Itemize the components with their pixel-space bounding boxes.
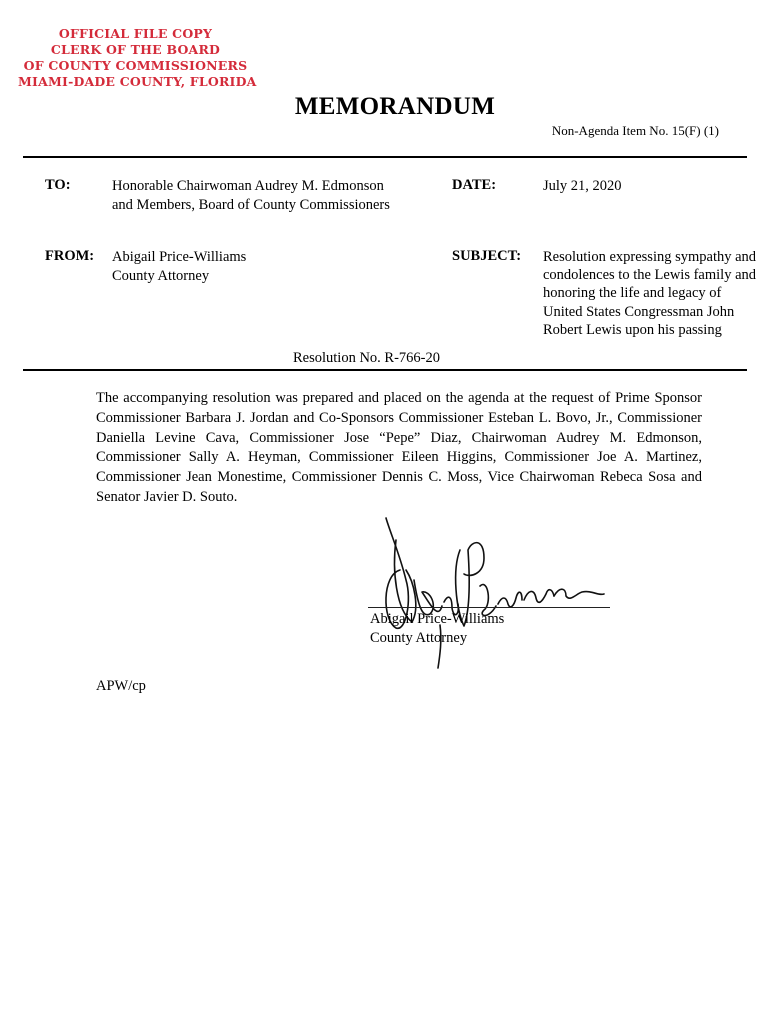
signatory-title: County Attorney xyxy=(370,629,468,646)
to-recipient-line: and Members, Board of County Commissioners xyxy=(112,196,390,213)
memo-title: MEMORANDUM xyxy=(294,93,496,120)
stamp-line: OFFICIAL FILE COPY xyxy=(58,26,213,41)
subject-value: Resolution expressing sympathy and condolences to the Lewis family and honoring the life and legacy of United States Congressman John Robert Lewis upon his passing xyxy=(543,249,757,338)
stamp-line: MIAMI-DADE COUNTY, FLORIDA xyxy=(18,74,257,89)
from-sender-line: Abigail Price-Williams xyxy=(112,249,247,265)
resolution-number: Resolution No. R-766-20 xyxy=(293,350,441,366)
signature-line xyxy=(368,607,610,608)
to-recipient xyxy=(112,177,390,214)
header-top-rule xyxy=(23,156,747,158)
header-bottom-rule xyxy=(23,369,747,371)
to-recipient-line: Honorable Chairwoman Audrey M. Edmonson xyxy=(112,178,384,194)
to-label: TO: xyxy=(45,177,71,193)
stamp-line: OF COUNTY COMMISSIONERS xyxy=(23,58,248,73)
from-sender xyxy=(112,248,246,285)
from-label: FROM: xyxy=(45,248,95,264)
subject-label: SUBJECT: xyxy=(452,248,522,264)
date-label: DATE: xyxy=(452,177,497,193)
signature-block xyxy=(370,610,504,647)
from-sender-line: County Attorney xyxy=(112,267,210,284)
signatory-name: Abigail Price-Williams xyxy=(370,611,505,627)
date-value: July 21, 2020 xyxy=(543,178,622,194)
official-file-copy-stamp xyxy=(18,26,257,90)
typist-initials: APW/cp xyxy=(96,678,146,694)
stamp-line: CLERK OF THE BOARD xyxy=(50,42,221,57)
memo-body: The accompanying resolution was prepared and placed on the agenda at the request of Prime Sponsor Commissioner Barbara J. Jordan and Co-Sponsors Commissioner Esteban L. Bovo, Jr., Commissioner Daniella Levine Cava, Commissioner Jose “Pepe” Diaz, Chairwoman Audrey M. Edmonson, Commissioner Sally A. Heyman, Commissioner Eileen Higgins, Commissioner Joe A. Martinez, Commissioner Jean Monestime, Commissioner Dennis C. Moss, Vice Chairwoman Rebeca Sosa and Senator Javier D. Souto. xyxy=(96,390,702,505)
agenda-item-number: Non-Agenda Item No. 15(F) (1) xyxy=(551,123,719,138)
